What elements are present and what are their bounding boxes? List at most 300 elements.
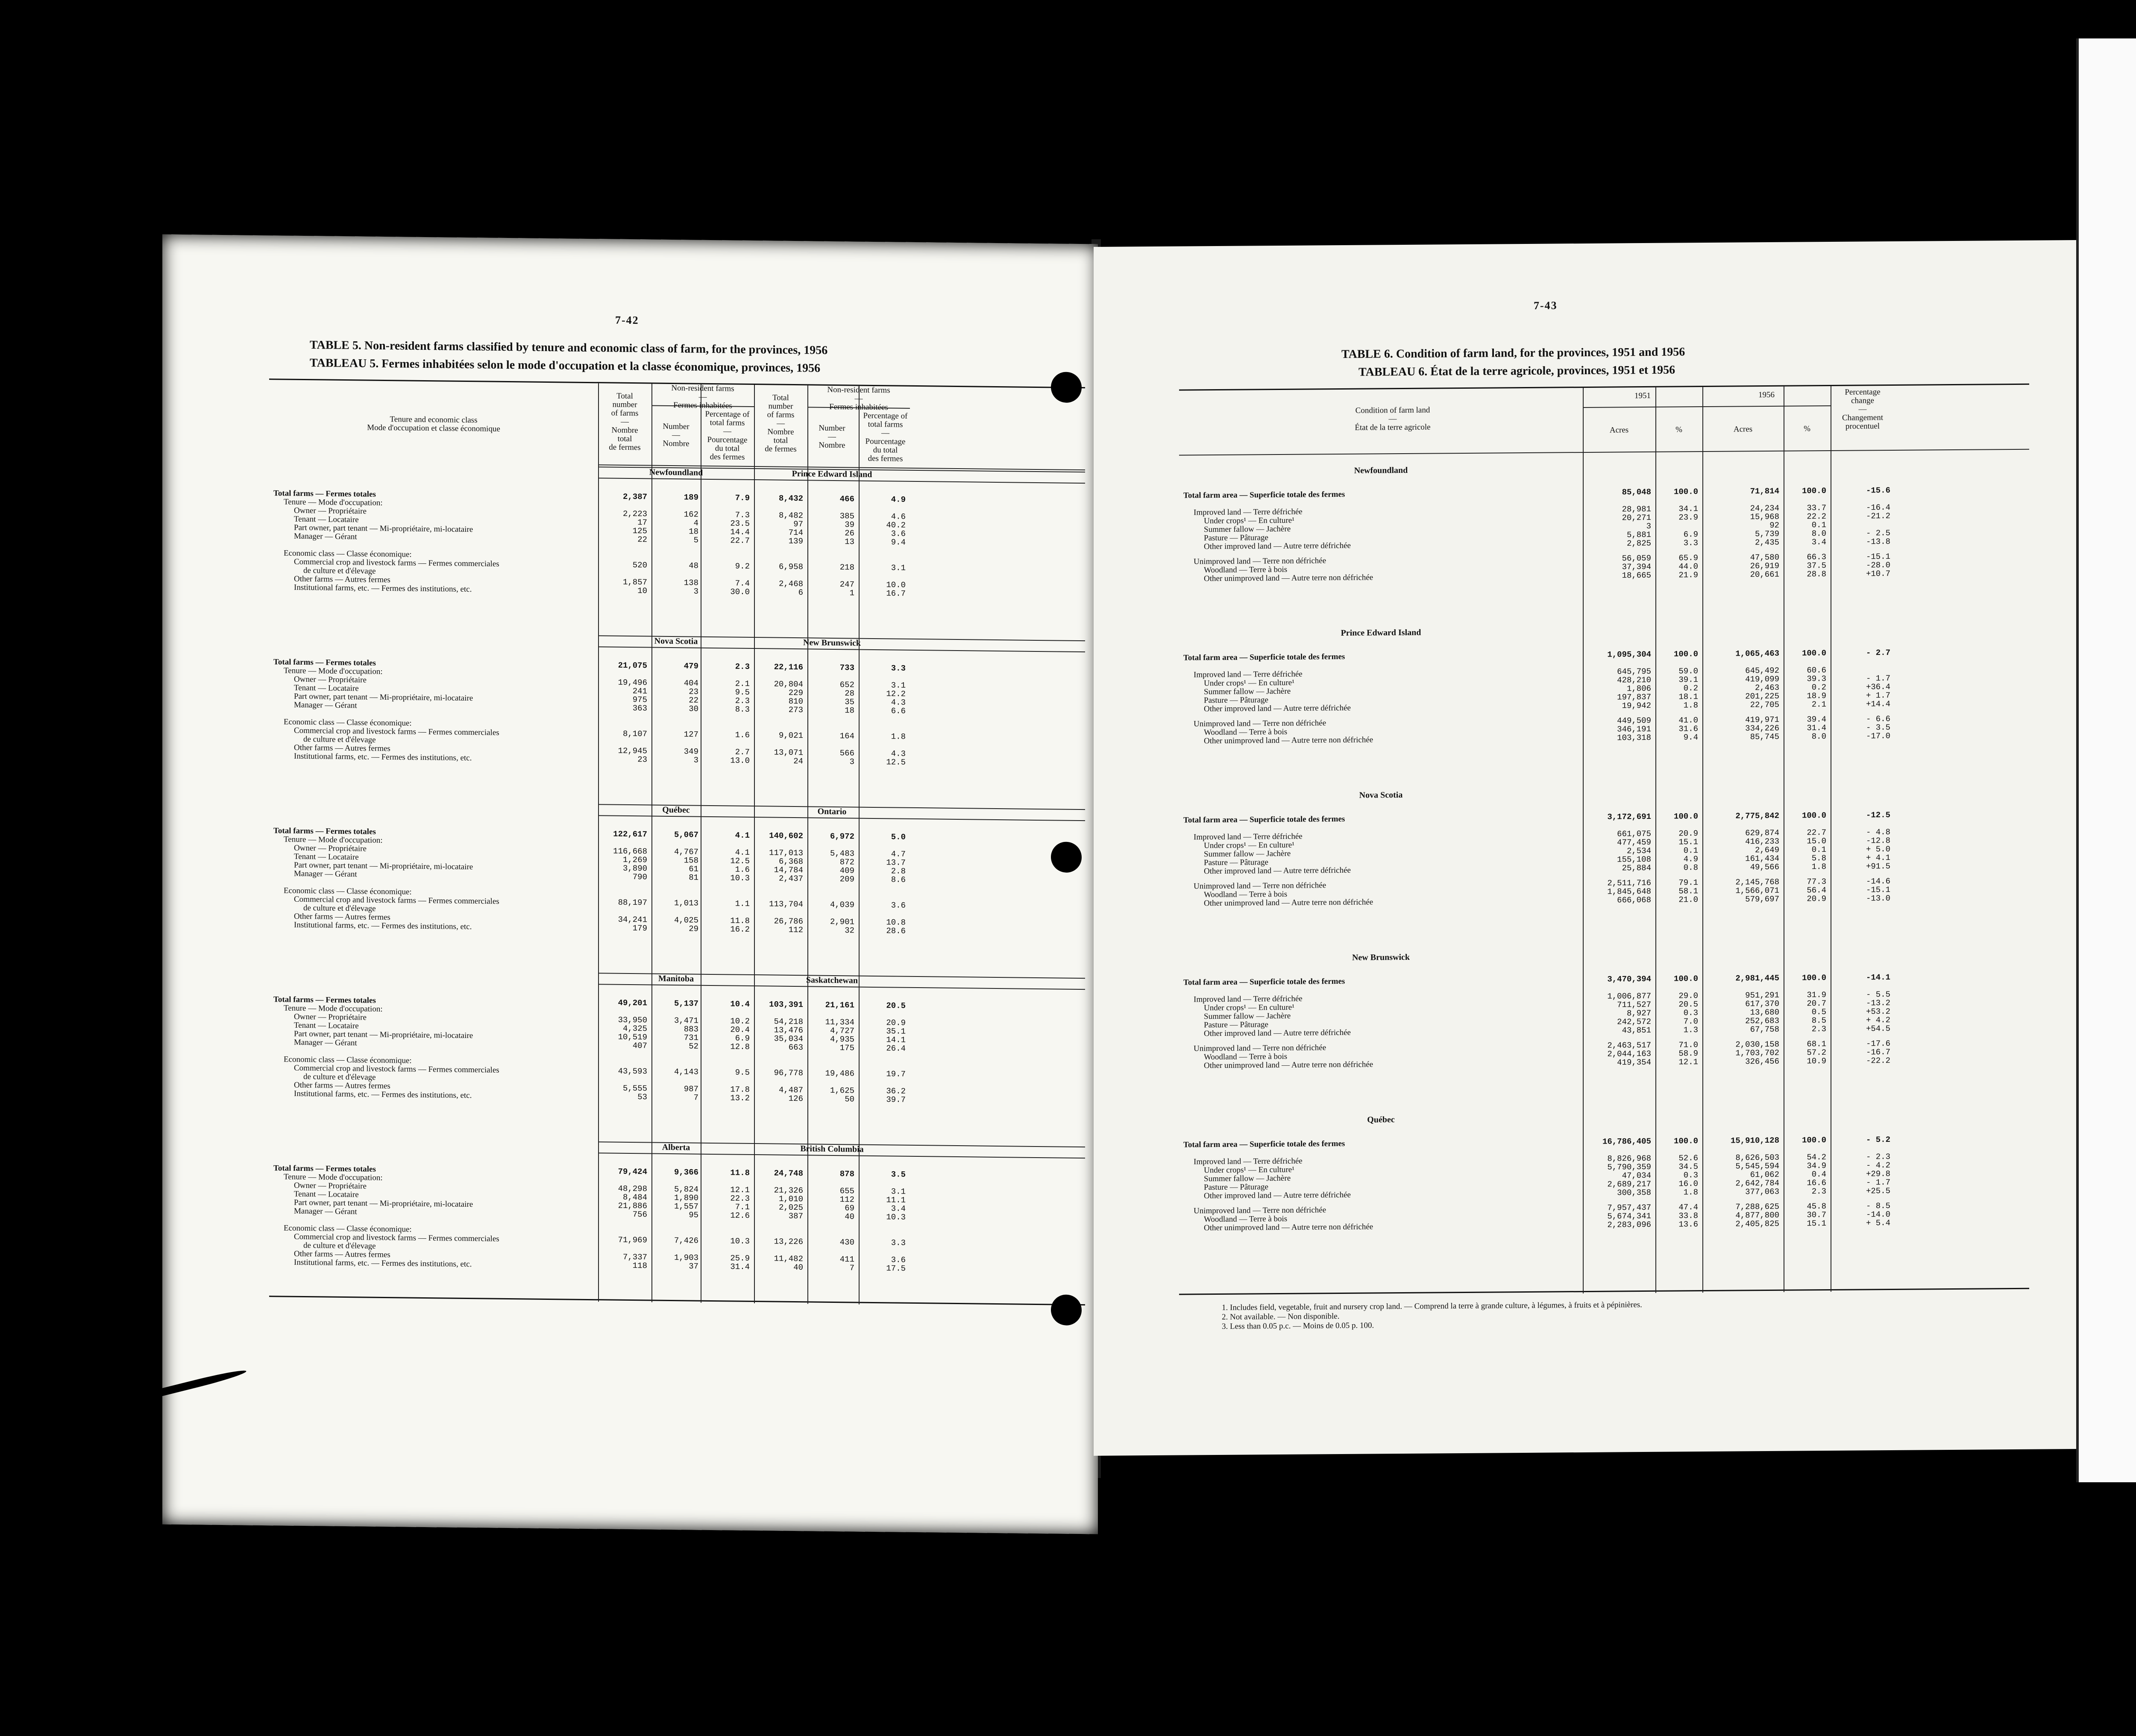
table-cell: 1,095,304 xyxy=(1607,649,1651,660)
table-cell: 2,689,217 xyxy=(1607,1179,1651,1189)
table-cell: 404 xyxy=(684,678,698,688)
table-cell: 975 xyxy=(632,695,647,705)
table-cell: 4,935 xyxy=(830,1034,854,1044)
table-cell: 20,661 xyxy=(1750,569,1779,580)
table-cell: 13 xyxy=(845,537,854,547)
table-cell: 53 xyxy=(637,1092,647,1102)
table-cell: 23 xyxy=(689,687,698,697)
table-cell: 11.1 xyxy=(886,1195,906,1205)
row-label: Improved land — Terre défrichée xyxy=(1194,507,1303,517)
table-cell: 0.3 xyxy=(1683,1008,1698,1018)
table-cell: 1.1 xyxy=(735,899,750,909)
table-cell: 1.8 xyxy=(1683,1188,1698,1197)
row-label: Owner — Propriétaire xyxy=(294,1181,367,1191)
stub-header-line: Mode d'occupation et classe économique xyxy=(367,423,500,434)
table-cell: 6.9 xyxy=(1683,530,1698,540)
table-cell: 20.7 xyxy=(1807,999,1826,1009)
table-cell: 2,030,158 xyxy=(1735,1039,1779,1050)
table-cell: 39.1 xyxy=(1678,675,1698,685)
table-cell: 5 xyxy=(693,535,698,545)
row-label: Other unimproved land — Autre terre non défrichée xyxy=(1204,1060,1373,1070)
archive-file-tag xyxy=(2076,38,2136,1482)
province-name: British Columbia xyxy=(800,1144,864,1154)
table-cell: -13.2 xyxy=(1866,998,1890,1008)
table-cell: 3 xyxy=(1646,521,1651,531)
table-cell: 711,527 xyxy=(1617,1000,1651,1010)
table-cell: 23.9 xyxy=(1678,513,1698,522)
total-header-line: — xyxy=(777,419,785,428)
table-cell: 127 xyxy=(684,730,698,739)
row-label: Other improved land — Autre terre défrichée xyxy=(1204,1028,1351,1038)
row-label: Commercial crop and livestock farms — Fermes commerciales xyxy=(294,894,499,906)
table-cell: 16.6 xyxy=(1807,1178,1826,1188)
table-cell: 1,903 xyxy=(674,1253,698,1263)
row-label: Pasture — Pâturage xyxy=(1204,695,1268,705)
total-header-line: total xyxy=(617,434,632,444)
table-cell: 4.7 xyxy=(891,849,906,859)
province-name: Newfoundland xyxy=(649,467,703,478)
table-cell: 81 xyxy=(689,873,698,883)
table-cell: 4,325 xyxy=(622,1023,647,1034)
province-name: Newfoundland xyxy=(1354,465,1408,475)
table-cell: 126 xyxy=(788,1094,803,1104)
table-cell: 652 xyxy=(839,680,854,690)
row-label: Other improved land — Autre terre défrichée xyxy=(1204,703,1351,714)
table-cell: 1,703,702 xyxy=(1735,1048,1779,1058)
table-cell: 8.5 xyxy=(1811,1016,1826,1026)
table-cell: 661,075 xyxy=(1617,829,1651,839)
table-cell: 2.3 xyxy=(735,662,750,672)
year-header: 1956 xyxy=(1758,390,1775,400)
table-cell: - 1.7 xyxy=(1866,674,1890,683)
table-cell: 17.8 xyxy=(730,1085,750,1094)
table-cell: 116,668 xyxy=(613,846,647,856)
table-cell: 0.5 xyxy=(1811,1007,1826,1017)
table-cell: -13.0 xyxy=(1866,894,1890,903)
table-cell: -28.0 xyxy=(1866,560,1890,570)
table-cell: 0.4 xyxy=(1811,1170,1826,1179)
table-cell: 100.0 xyxy=(1673,812,1698,821)
table-cell: -17.6 xyxy=(1866,1039,1890,1049)
table-cell: 1,557 xyxy=(674,1202,698,1211)
table-title-fr: TABLEAU 6. État de la terre agricole, provinces, 1951 et 1956 xyxy=(1358,363,1675,379)
table-cell: 5,881 xyxy=(1626,530,1651,540)
table-cell: 9.4 xyxy=(1683,733,1698,742)
table-cell: 5,555 xyxy=(622,1083,647,1094)
table-cell: 2,534 xyxy=(1626,846,1651,856)
table-cell: 20.4 xyxy=(730,1025,750,1035)
row-label: Tenure — Mode d'occupation: xyxy=(284,1172,383,1182)
table-cell: +14.4 xyxy=(1866,699,1890,709)
table-cell: 39 xyxy=(845,520,854,530)
table-cell: 9,021 xyxy=(778,730,803,741)
row-label: Tenant — Locataire xyxy=(294,683,359,693)
table-cell: 65.9 xyxy=(1678,553,1698,563)
row-label: Tenure — Mode d'occupation: xyxy=(284,497,383,507)
table-cell: 7.3 xyxy=(735,510,750,520)
row-label: Unimproved land — Terre non défrichée xyxy=(1194,718,1326,729)
table-cell: 20.5 xyxy=(1678,1000,1698,1009)
stub-header-line: Condition of farm land xyxy=(1355,405,1430,415)
table-cell: 66.3 xyxy=(1807,552,1826,562)
table-cell: 18,665 xyxy=(1622,570,1651,581)
table-cell: 14,784 xyxy=(774,865,803,875)
row-label: Commercial crop and livestock farms — Fermes commerciales xyxy=(294,557,499,569)
table-cell: 125 xyxy=(632,526,647,536)
table-cell: 241 xyxy=(632,686,647,696)
table-cell: -15.1 xyxy=(1866,552,1890,562)
table-cell: 9.5 xyxy=(735,1067,750,1077)
table-cell: 26,786 xyxy=(774,916,803,927)
table-cell: 112 xyxy=(788,925,803,935)
table-cell: - 2.3 xyxy=(1866,1152,1890,1162)
row-label: Part owner, part tenant — Mi-propriétaire, mi-locataire xyxy=(294,1029,473,1041)
table-cell: 756 xyxy=(632,1210,647,1220)
table-cell: +54.5 xyxy=(1866,1024,1890,1034)
row-label: Improved land — Terre défrichée xyxy=(1194,994,1303,1004)
table-cell: 3 xyxy=(693,755,698,765)
table-cell: 466 xyxy=(839,494,854,504)
row-label: Total farms — Fermes totales xyxy=(273,657,376,668)
table-cell: 71.0 xyxy=(1678,1040,1698,1050)
table-cell: 1,269 xyxy=(622,855,647,865)
row-label: Under crops¹ — En culture¹ xyxy=(1204,516,1294,526)
row-label: Summer fallow — Jachère xyxy=(1204,849,1291,859)
table-cell: 4.6 xyxy=(891,512,906,522)
table-cell: 629,874 xyxy=(1745,828,1779,838)
table-cell: 54,218 xyxy=(774,1017,803,1027)
province-name: Manitoba xyxy=(658,974,694,984)
table-cell: 2.1 xyxy=(1811,700,1826,710)
table-cell: 48,298 xyxy=(618,1184,647,1194)
table-cell: 872 xyxy=(839,857,854,867)
table-cell: 479 xyxy=(684,661,698,671)
row-label: Owner — Propriétaire xyxy=(294,1012,367,1022)
table-cell: 49,201 xyxy=(618,998,647,1008)
table-cell: 0.2 xyxy=(1683,683,1698,693)
table-cell: 6.9 xyxy=(735,1033,750,1043)
row-label: Tenant — Locataire xyxy=(294,514,359,525)
table-cell: 1,806 xyxy=(1626,683,1651,694)
table-cell: 0.3 xyxy=(1683,1170,1698,1180)
table-cell: 25.9 xyxy=(730,1253,750,1263)
table-cell: 22.7 xyxy=(730,536,750,545)
table-cell: 67,758 xyxy=(1750,1024,1779,1035)
table-cell: 56.4 xyxy=(1807,886,1826,895)
province-name: New Brunswick xyxy=(803,638,861,648)
row-label: Other farms — Autres fermes xyxy=(294,743,390,754)
row-label: Owner — Propriétaire xyxy=(294,674,367,685)
row-label: Improved land — Terre défrichée xyxy=(1194,832,1303,842)
row-label: Tenure — Mode d'occupation: xyxy=(284,1003,383,1014)
total-header xyxy=(598,392,651,452)
table-cell: 5,483 xyxy=(830,848,854,859)
row-label: Tenant — Locataire xyxy=(294,1189,359,1199)
percentage-header-line: total farms xyxy=(710,418,745,428)
table-cell: 3,172,691 xyxy=(1607,812,1651,822)
table-cell: -16.4 xyxy=(1866,503,1890,513)
percentage-header-line: des fermes xyxy=(710,452,745,462)
row-label: Other farms — Autres fermes xyxy=(294,1080,390,1091)
table-cell: 122,617 xyxy=(613,829,647,839)
stub-header xyxy=(1265,405,1521,433)
table-cell: - 2.5 xyxy=(1866,528,1890,538)
table-cell: 7.9 xyxy=(735,493,750,503)
number-header-line: — xyxy=(672,431,680,440)
table-cell: 2.8 xyxy=(891,866,906,876)
table-cell: 4.1 xyxy=(735,847,750,857)
row-label: Woodland — Terre à bois xyxy=(1204,565,1288,575)
table-cell: 47,580 xyxy=(1750,552,1779,563)
table-cell: 5.0 xyxy=(891,832,906,842)
table-cell: 0.8 xyxy=(1683,863,1698,873)
table-cell xyxy=(701,1228,750,1229)
table-cell: 50 xyxy=(845,1094,854,1104)
table-cell: 162 xyxy=(684,510,698,519)
table-cell: 385 xyxy=(839,511,854,521)
row-label: Total farms — Fermes totales xyxy=(273,489,376,499)
table-cell: 7 xyxy=(849,1263,854,1273)
right-page xyxy=(1094,240,2076,1456)
row-label: Pasture — Pâturage xyxy=(1204,858,1268,868)
province-name: Prince Edward Island xyxy=(1341,628,1421,638)
row-label: Total farm area — Superficie totale des fermes xyxy=(1183,976,1345,987)
table-cell: 15,968 xyxy=(1750,512,1779,522)
table-cell: 13,226 xyxy=(774,1237,803,1247)
row-label: Woodland — Terre à bois xyxy=(1204,1052,1288,1062)
table-cell: 4,727 xyxy=(830,1026,854,1036)
table-title-en: TABLE 5. Non-resident farms classified by tenure and economic class of farm, for the provinces, 1956 xyxy=(310,338,828,357)
table-cell: 39.4 xyxy=(1807,715,1826,724)
table-cell: 100.0 xyxy=(1802,648,1826,658)
table-cell: 100.0 xyxy=(1673,487,1698,497)
table-cell: 5,674,341 xyxy=(1607,1211,1651,1221)
table-cell: 179 xyxy=(632,924,647,933)
table-cell: 59.0 xyxy=(1678,666,1698,676)
row-label: Summer fallow — Jachère xyxy=(1204,1011,1291,1021)
table-cell: 12.1 xyxy=(730,1185,750,1195)
row-label: Economic class — Classe économique: xyxy=(284,1055,412,1065)
province-name: Alberta xyxy=(662,1142,690,1152)
table-cell: 22.3 xyxy=(730,1194,750,1203)
table-cell: 733 xyxy=(839,663,854,673)
table-cell: 37.5 xyxy=(1807,561,1826,571)
table-cell: 5,067 xyxy=(674,830,698,840)
table-cell: 10 xyxy=(637,586,647,596)
table-cell: 40.2 xyxy=(886,520,906,530)
table-cell: 18 xyxy=(845,706,854,716)
table-5 xyxy=(269,378,1085,1305)
province-name: Saskatchewan xyxy=(806,975,858,985)
table-cell: 34.5 xyxy=(1678,1162,1698,1172)
table-cell: 13.6 xyxy=(1678,1220,1698,1229)
table-cell: 37 xyxy=(689,1261,698,1271)
table-cell: -12.8 xyxy=(1866,836,1890,846)
row-label: Economic class — Classe économique: xyxy=(284,717,412,728)
table-cell: 71,969 xyxy=(618,1235,647,1245)
row-label: Total farm area — Superficie totale des fermes xyxy=(1183,490,1345,500)
table-cell: 1,566,071 xyxy=(1735,886,1779,896)
table-cell: 26 xyxy=(845,528,854,538)
punch-hole xyxy=(1051,372,1082,403)
table-cell xyxy=(857,892,906,893)
row-label: Summer fallow — Jachère xyxy=(1204,686,1291,697)
table-cell: 4.1 xyxy=(735,830,750,840)
table-cell: 15.1 xyxy=(1807,1219,1826,1229)
row-label: Tenant — Locataire xyxy=(294,1020,359,1031)
table-cell: -16.7 xyxy=(1866,1047,1890,1057)
percentage-header-line: total farms xyxy=(868,419,903,429)
table-cell: 21,075 xyxy=(618,660,647,671)
table-cell: 430 xyxy=(839,1237,854,1247)
table-cell: 20.5 xyxy=(886,1001,906,1011)
row-label: Unimproved land — Terre non défrichée xyxy=(1194,556,1326,566)
table-cell: - 4.2 xyxy=(1866,1161,1890,1170)
row-label: Total farms — Fermes totales xyxy=(273,995,376,1005)
table-cell: 29.0 xyxy=(1678,991,1698,1001)
table-cell: 31.4 xyxy=(730,1262,750,1272)
table-cell: 23.5 xyxy=(730,519,750,528)
row-label: Tenure — Mode d'occupation: xyxy=(284,835,383,845)
footnotes xyxy=(1222,1298,2033,1331)
table-cell xyxy=(807,1060,854,1061)
stub-header-line: Tenure and economic class xyxy=(390,415,478,425)
table-cell: 1,006,877 xyxy=(1607,991,1651,1001)
table-cell: 2,223 xyxy=(622,509,647,519)
table-cell: 19,496 xyxy=(618,677,647,688)
table-cell: -15.1 xyxy=(1866,885,1890,895)
table-cell: 987 xyxy=(684,1084,698,1094)
number-header-line: Number xyxy=(663,422,690,431)
table-cell xyxy=(807,891,854,892)
total-header-line: Total xyxy=(772,393,789,402)
change-header-line: — xyxy=(1858,405,1867,414)
table-cell: 10.3 xyxy=(730,1236,750,1246)
table-cell: 3.3 xyxy=(891,1238,906,1248)
table-cell: 22 xyxy=(689,695,698,705)
acres-header: Acres xyxy=(1733,425,1753,434)
table-cell: 7,957,437 xyxy=(1607,1202,1651,1213)
table-cell: 3.1 xyxy=(891,1187,906,1196)
row-label: Other farms — Autres fermes xyxy=(294,1249,390,1260)
table-cell: 22 xyxy=(637,535,647,545)
number-header-line: — xyxy=(828,432,836,442)
table-cell: 4,039 xyxy=(830,900,854,910)
table-cell: -12.5 xyxy=(1866,810,1890,820)
percentage-header-line: Percentage of xyxy=(705,409,750,419)
row-label: Manager — Gérant xyxy=(294,531,357,542)
table-cell: 28.6 xyxy=(886,926,906,936)
table-cell: 14.1 xyxy=(886,1035,906,1045)
table-cell: - 4.8 xyxy=(1866,827,1890,837)
table-cell: 3.1 xyxy=(891,680,906,690)
nonres-header-line: Fermes inhabitées xyxy=(829,402,888,412)
table-cell: 68.1 xyxy=(1807,1039,1826,1049)
table-cell: 3 xyxy=(849,757,854,767)
table-cell: 17.5 xyxy=(886,1264,906,1273)
table-cell: 2,649 xyxy=(1755,845,1779,855)
table-cell: 449,509 xyxy=(1617,716,1651,726)
table-cell: 19.7 xyxy=(886,1069,906,1079)
nonres-header xyxy=(651,384,754,411)
table-cell: 2.1 xyxy=(735,679,750,689)
table-cell: 10.9 xyxy=(1807,1056,1826,1066)
table-cell: 16,786,405 xyxy=(1602,1136,1651,1147)
number-header-line: Nombre xyxy=(819,440,845,450)
number-header-line: Nombre xyxy=(663,439,690,449)
table-cell: 61 xyxy=(689,864,698,874)
table-cell: 731 xyxy=(684,1033,698,1043)
table-cell: - 8.5 xyxy=(1866,1201,1890,1211)
table-cell: 2,405,825 xyxy=(1735,1219,1779,1229)
table-cell: 26,919 xyxy=(1750,561,1779,571)
table-cell: 100.0 xyxy=(1802,811,1826,821)
row-label: Other improved land — Autre terre défrichée xyxy=(1204,1190,1351,1201)
percentage-header xyxy=(859,412,912,463)
table-cell: 10.3 xyxy=(730,873,750,883)
row-label: Woodland — Terre à bois xyxy=(1204,889,1288,900)
table-cell: 477,459 xyxy=(1617,837,1651,847)
table-cell: 164 xyxy=(839,731,854,741)
table-cell: 5,824 xyxy=(674,1185,698,1194)
table-cell: 20,271 xyxy=(1622,513,1651,523)
percentage-header xyxy=(701,410,754,462)
table-cell: 0.1 xyxy=(1683,846,1698,856)
table-cell: 26.4 xyxy=(886,1044,906,1053)
table-cell: 85,048 xyxy=(1622,487,1651,497)
table-cell: 6,958 xyxy=(778,562,803,572)
table-cell xyxy=(857,1061,906,1062)
table-cell: 14.4 xyxy=(730,527,750,537)
total-header xyxy=(754,393,807,454)
table-cell: 31.6 xyxy=(1678,724,1698,734)
table-cell: 419,971 xyxy=(1745,715,1779,725)
table-cell: 30.0 xyxy=(730,587,750,597)
footnote: 3. Less than 0.05 p.c. — Moins de 0.05 p. 100. xyxy=(1222,1321,1374,1331)
table-cell: 273 xyxy=(788,705,803,715)
row-label: Total farm area — Superficie totale des fermes xyxy=(1183,652,1345,663)
table-cell: 566 xyxy=(839,748,854,758)
row-label: Part owner, part tenant — Mi-propriétaire, mi-locataire xyxy=(294,1198,473,1209)
table-cell: 3.5 xyxy=(891,1170,906,1179)
table-cell: 49,566 xyxy=(1750,862,1779,872)
row-label: de culture et d'élevage xyxy=(303,566,376,576)
table-cell: 33,950 xyxy=(618,1015,647,1025)
table-cell: 32 xyxy=(845,926,854,935)
table-cell: 117,013 xyxy=(769,848,803,858)
row-label: Pasture — Pâturage xyxy=(1204,1182,1268,1192)
table-cell: 85,745 xyxy=(1750,732,1779,742)
table-cell: 52.6 xyxy=(1678,1153,1698,1163)
table-cell: 4.3 xyxy=(891,749,906,759)
table-cell: 39.7 xyxy=(886,1095,906,1105)
table-cell: 1.8 xyxy=(1811,862,1826,872)
table-cell: 95 xyxy=(689,1210,698,1220)
table-cell: 2,981,445 xyxy=(1735,973,1779,983)
percentage-header-line: Pourcentage xyxy=(865,437,906,446)
header-rule xyxy=(1179,449,2029,456)
table-cell: 2,387 xyxy=(622,492,647,502)
table-cell: 8,626,503 xyxy=(1735,1152,1779,1163)
row-label: Manager — Gérant xyxy=(294,1206,357,1217)
table-cell: 20.9 xyxy=(886,1018,906,1028)
table-cell: 326,456 xyxy=(1745,1056,1779,1067)
table-cell: 175 xyxy=(839,1043,854,1053)
table-cell: 2,463,517 xyxy=(1607,1040,1651,1050)
table-cell: 1,625 xyxy=(830,1085,854,1096)
table-cell: 21,161 xyxy=(825,1000,854,1010)
table-cell: - 3.5 xyxy=(1866,723,1890,733)
